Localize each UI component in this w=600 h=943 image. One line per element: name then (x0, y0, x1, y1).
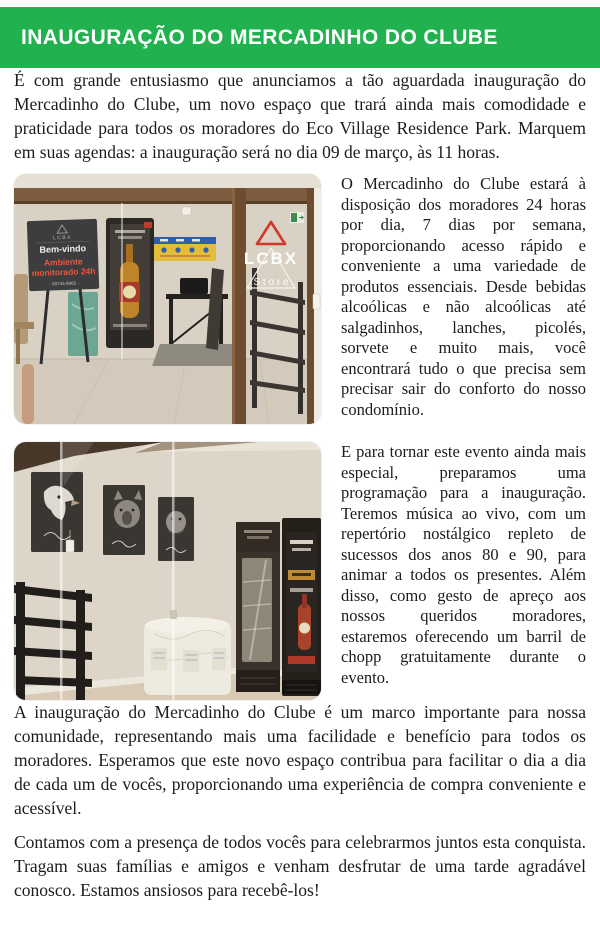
closing-paragraph-1: A inauguração do Mercadinho do Clube é um marco importante para nossa comunidade, representando mais uma facilidade e benefício para todos os moradores. Esperamos que este novo espaço contribua para facilitar o dia a dia de cada um de vocês, proporcionando uma experiência de compra conveniente e acessível. (14, 702, 586, 818)
photo-storefront (14, 174, 321, 424)
photo-interior (14, 442, 321, 700)
glass-logo-sub: S t o r e (253, 277, 289, 288)
glass-reflection-line (60, 442, 63, 700)
welcome-sign-brand: LCBX (52, 234, 73, 242)
person-leg (22, 364, 34, 424)
store-info-paragraph: O Mercadinho do Clube estará à disposição dos moradores 24 horas por dia, 7 dias por semana, proporcionando acesso rápido e conveniente a uma variedade de produtos essenciais. Desde bebidas alcoólicas e não alcoólicas até salgadinhos, lanches, picolés, sorvete e muito mais, você encontrará tudo o que precisa sem precisar sair do conforto do nosso condomínio. (341, 174, 586, 419)
content-area (0, 68, 600, 902)
store-floor (14, 359, 321, 424)
fridge-beer-poster (282, 518, 321, 696)
section-store-info (14, 174, 586, 424)
light-switch (313, 294, 320, 309)
wall-outlet (182, 207, 191, 215)
beer-fridge (106, 218, 154, 348)
welcome-sign-phone: · 99745-8965 · (49, 280, 79, 287)
welcome-sign-monitoring-1: Ambiente (43, 256, 83, 268)
exit-sign (290, 212, 304, 223)
glass-logo-brand: LCBX (243, 249, 299, 268)
storefront-illustration (14, 174, 321, 424)
door-frame-top (14, 188, 321, 203)
header-banner (0, 7, 600, 68)
yellow-wall-sign (154, 237, 216, 261)
intro-paragraph: É com grande entusiasmo que anunciamos a tão aguardada inauguração do Mercadinho do Clube, um novo espaço que trará ainda mais comodidade e praticidade para todos os moradores do Eco Village Residence Park. Marquem em suas agendas: a inauguração será no dia 09 de março, às 11 horas. (14, 70, 586, 162)
glass-clamp (170, 610, 177, 619)
section-event-info (14, 442, 586, 700)
price-tag (66, 540, 74, 552)
wrapped-package (144, 617, 231, 695)
poster-tiger (158, 497, 194, 561)
poster-eagle (31, 472, 83, 552)
welcome-sign-monitoring-2: monitorado 24h (31, 265, 96, 279)
poster-wolf (103, 485, 145, 555)
glass-door-edge (121, 203, 123, 359)
welcome-sign (27, 219, 99, 291)
event-paragraph: E para tornar este evento ainda mais especial, preparamos uma programação para a inauguração. Teremos música ao vivo, com um repertório nostálgico repleto de sucessos dos anos 80 e 90, para animar a todos os presentes. Além disso, como gesto de apreço aos nossos queridos moradores, estaremos oferecendo um barril de chopp gratuitamente durante o evento. (341, 442, 586, 687)
interior-illustration (14, 442, 321, 700)
glass-reflection-line (172, 442, 175, 700)
welcome-sign-greeting: Bem-vindo (39, 243, 87, 255)
fridge-dark (236, 522, 280, 692)
closing-paragraph-2: Contamos com a presença de todos vocês para celebrarmos juntos esta conquista. Tragam suas famílias e amigos e venham desfrutar de uma tarde agradável conosco. Estamos ansiosos para recebê-los! (14, 832, 586, 900)
page-title: INAUGURAÇÃO DO MERCADINHO DO CLUBE (21, 25, 498, 49)
